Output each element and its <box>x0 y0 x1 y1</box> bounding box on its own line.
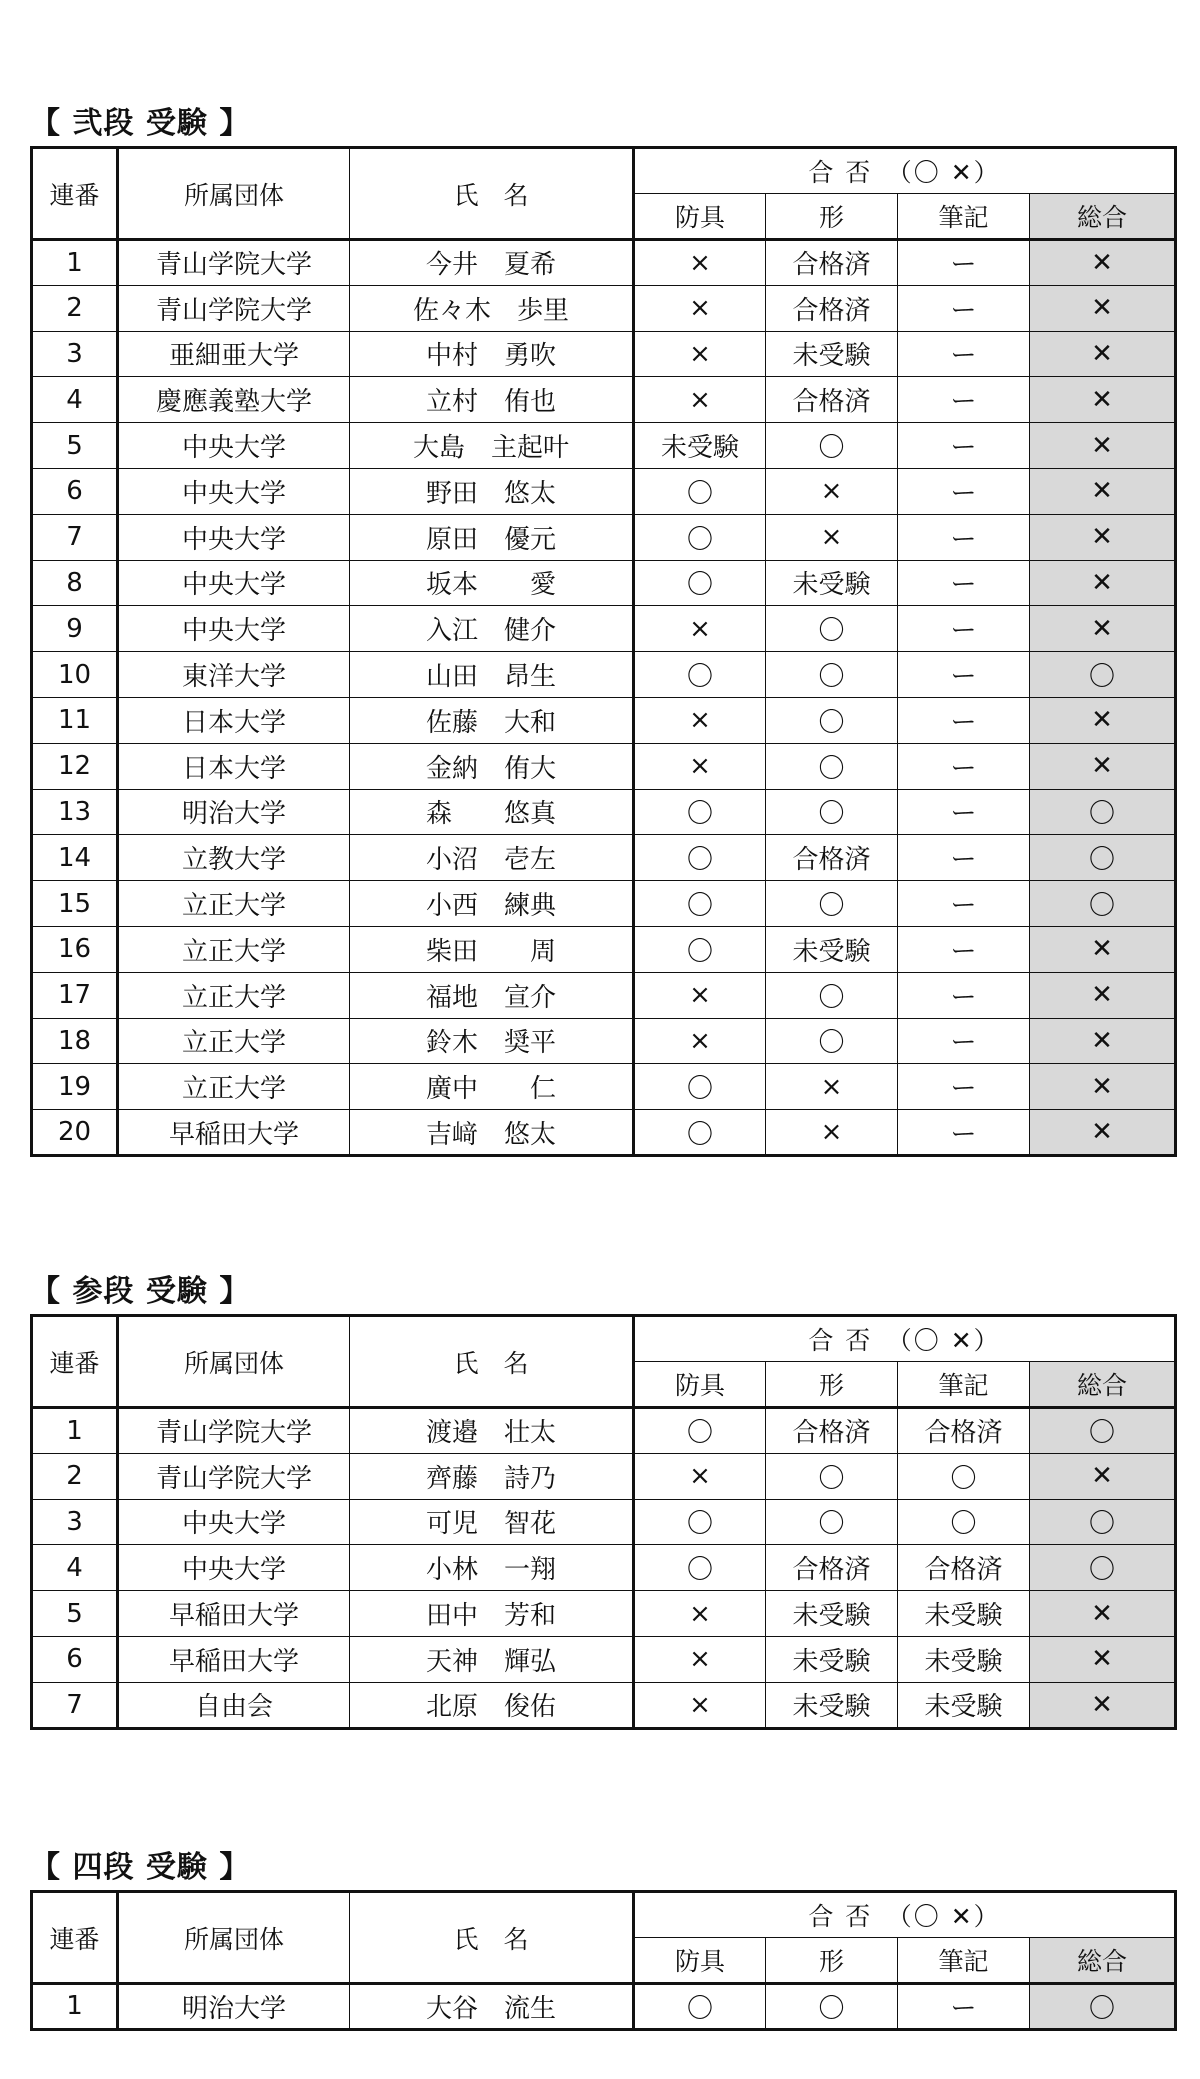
cell-kata: 〇 <box>766 743 898 789</box>
cell-org: 立正大学 <box>118 926 350 972</box>
section-nidan <box>30 98 1174 1178</box>
table-row <box>32 789 1176 835</box>
cell-bogu: × <box>634 1591 766 1637</box>
cell-bogu: 〇 <box>634 881 766 927</box>
cell-name: 福地 宣介 <box>350 972 634 1018</box>
table-row <box>32 1682 1176 1728</box>
header-renban: 連番 <box>32 1316 118 1408</box>
cell-org: 中央大学 <box>118 468 350 514</box>
cell-hikki: ー <box>898 331 1030 377</box>
table-row <box>32 1636 1176 1682</box>
cell-org: 東洋大学 <box>118 652 350 698</box>
cell-sogo: ✕ <box>1030 926 1176 972</box>
cell-bogu: × <box>634 697 766 743</box>
results-table <box>30 146 1177 1157</box>
cell-name: 大谷 流生 <box>350 1984 634 2030</box>
table-row <box>32 743 1176 789</box>
cell-bogu: × <box>634 1636 766 1682</box>
cell-org: 亜細亜大学 <box>118 331 350 377</box>
header-name: 氏 名 <box>350 1892 634 1984</box>
table-row <box>32 560 1176 606</box>
header-row <box>32 1892 1176 1938</box>
cell-sogo: ✕ <box>1030 1682 1176 1728</box>
cell-renban: 1 <box>32 1984 118 2030</box>
cell-hikki: 未受験 <box>898 1682 1030 1728</box>
cell-sogo: ✕ <box>1030 743 1176 789</box>
header-org: 所属団体 <box>118 148 350 240</box>
cell-org: 明治大学 <box>118 789 350 835</box>
cell-kata: × <box>766 514 898 560</box>
cell-sogo: 〇 <box>1030 1984 1176 2030</box>
table-row <box>32 377 1176 423</box>
cell-renban: 13 <box>32 789 118 835</box>
cell-renban: 17 <box>32 972 118 1018</box>
cell-sogo: 〇 <box>1030 835 1176 881</box>
cell-sogo: ✕ <box>1030 1110 1176 1156</box>
cell-org: 中央大学 <box>118 606 350 652</box>
section-title: 【 四段 受験 】 <box>30 1850 251 1885</box>
cell-sogo: ✕ <box>1030 1064 1176 1110</box>
cell-bogu: 〇 <box>634 789 766 835</box>
cell-bogu: × <box>634 972 766 1018</box>
cell-sogo: ✕ <box>1030 285 1176 331</box>
cell-kata: 〇 <box>766 652 898 698</box>
cell-name: 吉﨑 悠太 <box>350 1110 634 1156</box>
cell-name: 北原 俊佑 <box>350 1682 634 1728</box>
section-yondan <box>30 1842 1174 2042</box>
cell-sogo: ✕ <box>1030 606 1176 652</box>
cell-kata: 〇 <box>766 1018 898 1064</box>
cell-renban: 8 <box>32 560 118 606</box>
table-row <box>32 926 1176 972</box>
cell-kata: 〇 <box>766 789 898 835</box>
cell-hikki: ー <box>898 697 1030 743</box>
cell-renban: 15 <box>32 881 118 927</box>
header-sogo: 総合 <box>1030 1938 1176 1984</box>
cell-org: 明治大学 <box>118 1984 350 2030</box>
cell-bogu: 〇 <box>634 1499 766 1545</box>
cell-renban: 18 <box>32 1018 118 1064</box>
cell-hikki: ー <box>898 1018 1030 1064</box>
cell-org: 早稲田大学 <box>118 1110 350 1156</box>
cell-name: 金納 侑大 <box>350 743 634 789</box>
cell-hikki: ー <box>898 972 1030 1018</box>
header-result: 合 否 （〇 ✕） <box>634 1892 1176 1938</box>
cell-bogu: × <box>634 240 766 286</box>
table-body <box>32 148 1176 1156</box>
header-hikki: 筆記 <box>898 1362 1030 1408</box>
cell-kata: 未受験 <box>766 1636 898 1682</box>
cell-kata: 未受験 <box>766 926 898 972</box>
cell-bogu: 〇 <box>634 926 766 972</box>
cell-hikki: ー <box>898 285 1030 331</box>
table-row <box>32 652 1176 698</box>
cell-renban: 7 <box>32 514 118 560</box>
cell-org: 立正大学 <box>118 1018 350 1064</box>
cell-hikki: ー <box>898 514 1030 560</box>
cell-sogo: ✕ <box>1030 697 1176 743</box>
cell-sogo: ✕ <box>1030 972 1176 1018</box>
results-table <box>30 1314 1177 1730</box>
cell-sogo: ✕ <box>1030 468 1176 514</box>
cell-hikki: 合格済 <box>898 1408 1030 1454</box>
section-title: 【 弐段 受験 】 <box>30 106 251 141</box>
header-hikki: 筆記 <box>898 194 1030 240</box>
cell-renban: 5 <box>32 423 118 469</box>
cell-hikki: 未受験 <box>898 1636 1030 1682</box>
cell-kata: × <box>766 1110 898 1156</box>
cell-sogo: ✕ <box>1030 423 1176 469</box>
table-row <box>32 1064 1176 1110</box>
cell-sogo: ✕ <box>1030 1636 1176 1682</box>
header-kata: 形 <box>766 1938 898 1984</box>
table-row <box>32 972 1176 1018</box>
cell-bogu: 〇 <box>634 1110 766 1156</box>
cell-kata: 〇 <box>766 972 898 1018</box>
table-row <box>32 881 1176 927</box>
cell-renban: 1 <box>32 240 118 286</box>
cell-org: 慶應義塾大学 <box>118 377 350 423</box>
cell-hikki: ー <box>898 926 1030 972</box>
header-sogo: 総合 <box>1030 194 1176 240</box>
cell-hikki: ー <box>898 1064 1030 1110</box>
table-row <box>32 1984 1176 2030</box>
cell-bogu: × <box>634 743 766 789</box>
cell-org: 日本大学 <box>118 743 350 789</box>
cell-bogu: 〇 <box>634 835 766 881</box>
header-bogu: 防具 <box>634 194 766 240</box>
header-kata: 形 <box>766 1362 898 1408</box>
cell-hikki: ー <box>898 1110 1030 1156</box>
cell-hikki: ー <box>898 240 1030 286</box>
cell-name: 柴田 周 <box>350 926 634 972</box>
cell-renban: 6 <box>32 1636 118 1682</box>
cell-org: 立正大学 <box>118 972 350 1018</box>
cell-org: 中央大学 <box>118 1499 350 1545</box>
cell-name: 可児 智花 <box>350 1499 634 1545</box>
cell-name: 森 悠真 <box>350 789 634 835</box>
cell-sogo: ✕ <box>1030 331 1176 377</box>
cell-hikki: ー <box>898 377 1030 423</box>
cell-renban: 16 <box>32 926 118 972</box>
section-title: 【 参段 受験 】 <box>30 1274 251 1309</box>
cell-renban: 9 <box>32 606 118 652</box>
cell-hikki: ー <box>898 652 1030 698</box>
cell-bogu: × <box>634 377 766 423</box>
cell-org: 青山学院大学 <box>118 285 350 331</box>
table-row <box>32 697 1176 743</box>
cell-kata: 合格済 <box>766 1408 898 1454</box>
cell-org: 中央大学 <box>118 1545 350 1591</box>
cell-name: 廣中 仁 <box>350 1064 634 1110</box>
table-row <box>32 1018 1176 1064</box>
table-body <box>32 1892 1176 2030</box>
cell-bogu: 〇 <box>634 514 766 560</box>
cell-hikki: ー <box>898 606 1030 652</box>
cell-sogo: 〇 <box>1030 1545 1176 1591</box>
cell-bogu: 〇 <box>634 1984 766 2030</box>
cell-org: 立正大学 <box>118 881 350 927</box>
cell-bogu: 〇 <box>634 1064 766 1110</box>
cell-kata: 未受験 <box>766 560 898 606</box>
cell-name: 佐藤 大和 <box>350 697 634 743</box>
cell-kata: 〇 <box>766 1453 898 1499</box>
cell-name: 小西 練典 <box>350 881 634 927</box>
cell-renban: 2 <box>32 1453 118 1499</box>
cell-sogo: ✕ <box>1030 1453 1176 1499</box>
cell-bogu: × <box>634 285 766 331</box>
cell-renban: 14 <box>32 835 118 881</box>
table-row <box>32 1408 1176 1454</box>
table-row <box>32 423 1176 469</box>
cell-name: 野田 悠太 <box>350 468 634 514</box>
cell-kata: 〇 <box>766 881 898 927</box>
cell-renban: 19 <box>32 1064 118 1110</box>
cell-sogo: 〇 <box>1030 1408 1176 1454</box>
cell-sogo: ✕ <box>1030 560 1176 606</box>
cell-name: 今井 夏希 <box>350 240 634 286</box>
cell-kata: 〇 <box>766 423 898 469</box>
cell-name: 中村 勇吹 <box>350 331 634 377</box>
cell-bogu: 〇 <box>634 468 766 514</box>
table-row <box>32 835 1176 881</box>
cell-kata: 未受験 <box>766 331 898 377</box>
cell-kata: 合格済 <box>766 1545 898 1591</box>
cell-hikki: ー <box>898 423 1030 469</box>
table-row <box>32 1110 1176 1156</box>
cell-org: 中央大学 <box>118 560 350 606</box>
header-row <box>32 148 1176 194</box>
cell-sogo: ✕ <box>1030 1018 1176 1064</box>
cell-renban: 2 <box>32 285 118 331</box>
table-row <box>32 1545 1176 1591</box>
cell-bogu: 〇 <box>634 560 766 606</box>
cell-renban: 6 <box>32 468 118 514</box>
header-hikki: 筆記 <box>898 1938 1030 1984</box>
cell-kata: 合格済 <box>766 240 898 286</box>
cell-name: 齊藤 詩乃 <box>350 1453 634 1499</box>
cell-name: 入江 健介 <box>350 606 634 652</box>
cell-bogu: × <box>634 1453 766 1499</box>
table-row <box>32 1591 1176 1637</box>
cell-name: 佐々木 歩里 <box>350 285 634 331</box>
header-result: 合 否 （〇 ✕） <box>634 148 1176 194</box>
header-org: 所属団体 <box>118 1892 350 1984</box>
cell-name: 坂本 愛 <box>350 560 634 606</box>
cell-org: 立正大学 <box>118 1064 350 1110</box>
cell-bogu: × <box>634 331 766 377</box>
table-row <box>32 1453 1176 1499</box>
cell-hikki: 未受験 <box>898 1591 1030 1637</box>
cell-hikki: 合格済 <box>898 1545 1030 1591</box>
cell-sogo: ✕ <box>1030 240 1176 286</box>
cell-org: 中央大学 <box>118 423 350 469</box>
cell-org: 日本大学 <box>118 697 350 743</box>
cell-renban: 20 <box>32 1110 118 1156</box>
table-row <box>32 240 1176 286</box>
header-bogu: 防具 <box>634 1938 766 1984</box>
cell-hikki: ー <box>898 468 1030 514</box>
cell-org: 自由会 <box>118 1682 350 1728</box>
results-table <box>30 1890 1177 2031</box>
cell-org: 青山学院大学 <box>118 1453 350 1499</box>
table-body <box>32 1316 1176 1729</box>
cell-sogo: 〇 <box>1030 652 1176 698</box>
header-result: 合 否 （〇 ✕） <box>634 1316 1176 1362</box>
cell-org: 早稲田大学 <box>118 1591 350 1637</box>
header-bogu: 防具 <box>634 1362 766 1408</box>
cell-hikki: ー <box>898 1984 1030 2030</box>
cell-renban: 1 <box>32 1408 118 1454</box>
cell-sogo: 〇 <box>1030 881 1176 927</box>
cell-hikki: ー <box>898 560 1030 606</box>
cell-bogu: × <box>634 1682 766 1728</box>
cell-org: 立教大学 <box>118 835 350 881</box>
cell-kata: 合格済 <box>766 835 898 881</box>
cell-hikki: ー <box>898 789 1030 835</box>
cell-bogu: 〇 <box>634 1408 766 1454</box>
cell-bogu: 〇 <box>634 652 766 698</box>
cell-renban: 12 <box>32 743 118 789</box>
header-kata: 形 <box>766 194 898 240</box>
table-row <box>32 514 1176 560</box>
cell-kata: 合格済 <box>766 285 898 331</box>
cell-bogu: × <box>634 606 766 652</box>
cell-org: 中央大学 <box>118 514 350 560</box>
cell-org: 青山学院大学 <box>118 1408 350 1454</box>
cell-renban: 4 <box>32 1545 118 1591</box>
cell-org: 青山学院大学 <box>118 240 350 286</box>
cell-renban: 11 <box>32 697 118 743</box>
table-row <box>32 606 1176 652</box>
cell-bogu: 未受験 <box>634 423 766 469</box>
cell-kata: × <box>766 468 898 514</box>
cell-name: 山田 昂生 <box>350 652 634 698</box>
table-row <box>32 331 1176 377</box>
cell-kata: 合格済 <box>766 377 898 423</box>
cell-kata: 〇 <box>766 1984 898 2030</box>
cell-name: 天神 輝弘 <box>350 1636 634 1682</box>
cell-kata: 未受験 <box>766 1591 898 1637</box>
cell-kata: 〇 <box>766 1499 898 1545</box>
header-renban: 連番 <box>32 148 118 240</box>
cell-renban: 7 <box>32 1682 118 1728</box>
cell-name: 立村 侑也 <box>350 377 634 423</box>
cell-sogo: ✕ <box>1030 1591 1176 1637</box>
cell-bogu: 〇 <box>634 1545 766 1591</box>
cell-kata: × <box>766 1064 898 1110</box>
cell-renban: 3 <box>32 1499 118 1545</box>
table-row <box>32 285 1176 331</box>
header-name: 氏 名 <box>350 1316 634 1408</box>
header-org: 所属団体 <box>118 1316 350 1408</box>
table-row <box>32 1499 1176 1545</box>
cell-bogu: × <box>634 1018 766 1064</box>
cell-hikki: 〇 <box>898 1453 1030 1499</box>
cell-hikki: ー <box>898 881 1030 927</box>
cell-hikki: 〇 <box>898 1499 1030 1545</box>
cell-name: 原田 優元 <box>350 514 634 560</box>
cell-kata: 〇 <box>766 606 898 652</box>
cell-sogo: 〇 <box>1030 789 1176 835</box>
cell-name: 鈴木 奨平 <box>350 1018 634 1064</box>
cell-renban: 10 <box>32 652 118 698</box>
cell-kata: 〇 <box>766 697 898 743</box>
cell-name: 小沼 壱左 <box>350 835 634 881</box>
header-name: 氏 名 <box>350 148 634 240</box>
table-row <box>32 468 1176 514</box>
cell-sogo: ✕ <box>1030 514 1176 560</box>
cell-name: 大島 主起叶 <box>350 423 634 469</box>
cell-name: 田中 芳和 <box>350 1591 634 1637</box>
cell-name: 渡邉 壮太 <box>350 1408 634 1454</box>
cell-org: 早稲田大学 <box>118 1636 350 1682</box>
header-sogo: 総合 <box>1030 1362 1176 1408</box>
header-row <box>32 1316 1176 1362</box>
cell-sogo: ✕ <box>1030 377 1176 423</box>
cell-renban: 5 <box>32 1591 118 1637</box>
section-sandan <box>30 1266 1174 1746</box>
header-renban: 連番 <box>32 1892 118 1984</box>
cell-name: 小林 一翔 <box>350 1545 634 1591</box>
cell-renban: 4 <box>32 377 118 423</box>
cell-hikki: ー <box>898 743 1030 789</box>
cell-sogo: 〇 <box>1030 1499 1176 1545</box>
cell-renban: 3 <box>32 331 118 377</box>
cell-kata: 未受験 <box>766 1682 898 1728</box>
cell-hikki: ー <box>898 835 1030 881</box>
